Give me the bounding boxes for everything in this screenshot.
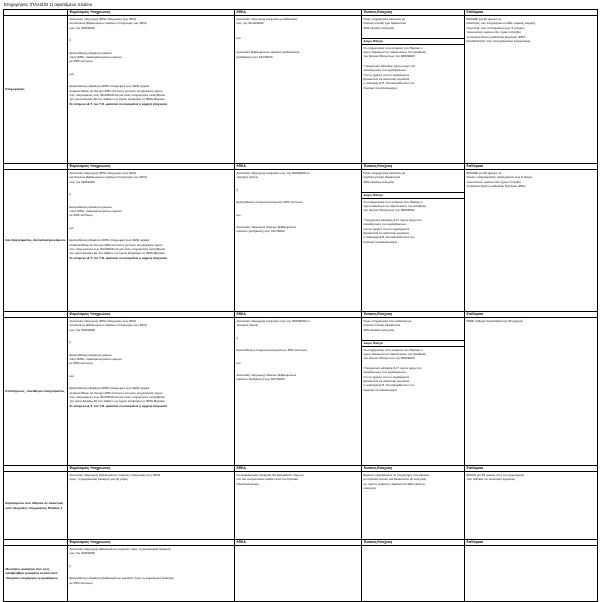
tax-cell-line: έως την 31/8/2020 [69, 179, 95, 184]
easter-bonus-line: Κρατικό προϋπολογισμό [363, 85, 398, 90]
document-title: Επιχειρήσεις (ΠΛΑΙΣΙΟ 1) αφιστάμενο πλαίσιο [4, 2, 93, 7]
header-allowance: Επίδόματα [465, 10, 598, 16]
tax-cell-line: Εμπρόθεσμη εξόφληση βεβαιωμένων οφειλών προς τη φορολογική διοίκηση [69, 576, 175, 581]
allowance-cell-line: 800,00€ για 45 ημέρες σε [466, 17, 502, 21]
easter-bonus-line: Για τις ημέρες που οι εργαζόμενοι [363, 226, 410, 231]
special-cell-line: Όσες επιχειρήσεις που έκλεισαν με [363, 319, 412, 323]
efka-cell-line: Αναστολή βεβαιωμένων οφειλών μισθοδοσίας [236, 50, 300, 55]
table-row [4, 546, 598, 602]
efka-cell-line: (ρυθμίσεις) έως 31/7/2020 [236, 54, 273, 59]
table-row [4, 16, 598, 164]
special-cell [362, 16, 465, 164]
efka-cell-line: Προϋπολογισμό [236, 481, 259, 486]
efka-cell [235, 546, 362, 602]
row-label: Ελ.επαγγελματίες, Αυτοαπασχολούμενοι [4, 170, 68, 312]
allowance-cell [465, 546, 598, 602]
tax-cell-line: και δόσεων βεβαιωμένων οφειλών (πληρωμές έως 30/4) [69, 323, 147, 328]
tax-cell-line: Εμπρόθεσμη εξόφληση φόρων [69, 352, 112, 357]
easter-bonus-line: Υποχρέωση κάλυψης Δ.Π. έχουν μέχρι την [363, 217, 422, 222]
efka-cell-line: και [236, 35, 241, 40]
header-allowance: Επίδόματα [465, 466, 598, 472]
efka-cell-line: οφειλών (ρυθμίσεις) έως 31/7/2020 [236, 377, 285, 382]
tax-cell-line: Αναστολή πληρωμής βεβαιωμένων οφειλών προς τη φορολογική διοίκηση [69, 547, 171, 551]
allowance-cell-line: το έκτακτο θρίνιο μηδενικής δηλώσεις ΦΠΑ. [466, 34, 527, 39]
tax-cell-line: και δόσεων βεβαιωμένων οφειλών (πληρωμές έως 30/4) [69, 175, 147, 180]
easter-bonus-line: ολοκλήρωση των εργαζόμενων. [363, 370, 407, 375]
tax-cell-line: Εμπρόθεσμη εξόφληση φόρων [69, 204, 112, 209]
easter-bonus-section [362, 38, 464, 90]
special-cell [362, 170, 465, 312]
efka-cell-line: επί του ονομαστικού μισθού από τον Κρατικό [236, 477, 299, 482]
special-cell [362, 318, 465, 466]
header-efka: ΕΦΚΑ [235, 312, 362, 318]
easter-bonus-line: Οι επιχειρήσεις που ανήκουν στο Πλαίσιο 1 [363, 347, 423, 352]
special-cell-line: Κρατική εντολή δικαιούνται [363, 175, 401, 180]
tax-cell-line: Αναστολή πληρωμής βεβαιωμένων οφειλών (πληρωμές έως 30/4) [69, 473, 160, 477]
easter-bonus-line: ολοκλήρωση των εργαζόμενων. [363, 222, 407, 227]
special-cell-line: σε πρώτη εκτίμηση, δικαιούνται 40% έκτακτη [363, 481, 425, 486]
header-special: Έκτακτη Ενίσχυση [362, 466, 465, 472]
header-tax: Φορολογικές Υποχρεώσεις [68, 10, 235, 16]
efka-cell-line: Αναστολή πληρωμής εισφορών μισθοδοσίας [236, 17, 298, 21]
efka-cell-line: έως την 31/10/2020 [236, 21, 264, 26]
header-special: Έκτακτη Ενίσχυση [362, 540, 465, 546]
efka-cell-line: ή [236, 187, 239, 192]
row-label: Εργαζόμενοι που τέθηκαν σε αναστολή από πληγείσες επιχειρήσεις Πλαίσιο 1 [4, 472, 68, 540]
tax-cell-line: Αναστολή πληρωμής ΦΠΑ (πληρωμές έως 30/4) [69, 17, 136, 21]
tax-cell-line: και [69, 225, 74, 230]
special-cell-line: Κρατική εντολή δικαιούνται [363, 323, 401, 328]
header-efka: ΕΦΚΑ [235, 466, 362, 472]
efka-cell-line: τέσσερις δόσεις [236, 175, 259, 180]
tax-cell-line: με 25% έκπτωση [69, 59, 93, 64]
tax-cell-line: έως την 31/8/2020 [69, 551, 95, 556]
easter-bonus-line: έχουν δικαίωμα να παρατείνουν την καταβολή [363, 352, 427, 357]
allowance-cell-line: προσωπικό, εφόσον δεν έχουν υπαχθεί [466, 179, 521, 184]
easter-bonus-line: Υποχρέωση κάλυψης έχουν μέχρι την [363, 63, 416, 68]
header-tax: Φορολογικές Υποχρεώσεις [68, 312, 235, 318]
efka-cell-line: οφειλών (ρυθμίσεις) έως 31/7/2020 [236, 229, 285, 234]
tax-cell-line: τον μήνα Απρίλιο θα την λάβουν ως έχουν εξοφλήσει το ΦΠΑ Μαρτίου. [69, 399, 166, 404]
efka-cell-line: Εμπρόθεσμη πληρωμή εισφορών με 25% έκπτωση [236, 348, 307, 353]
tax-cell [68, 170, 235, 312]
special-cell-line: ενίσχυση [363, 486, 376, 491]
tax-cell-line: ανακοινώθηκε ότι θα έχει 25% έκπτωση για όσες επιχειρήσεις έχουν [69, 390, 163, 395]
efka-cell-line: ή [236, 335, 239, 340]
header-efka: ΕΦΚΑ [235, 10, 362, 16]
easter-bonus-line: βρίσκονται σε αναστολή εργασίας [363, 77, 410, 82]
easter-bonus-line: Κρατικό προϋπολογισμό [363, 387, 398, 392]
allowance-cell-line: προσωπικό, εφόσον δεν έχουν υπαχθεί [466, 30, 521, 35]
allowance-cell-line: το έκτακτο θρίνιο μηδενικής δηλώσεις ΦΠΑ. [466, 184, 527, 189]
efka-cell-line: Οι ασφαλιστικές εισφορές θα καλυφθούν πλήρως [236, 473, 304, 477]
header-special: Έκτακτη Ενίσχυση [362, 164, 465, 170]
easter-bonus-line: έχουν δικαίωμα να παρατείνουν την καταβολή [363, 204, 427, 209]
special-cell-line: 40% έκτακτη ενίσχυση [363, 25, 395, 30]
special-cell-line: με Κρατική εντολή και δικαιούνται με ενίσχυση [363, 477, 427, 482]
allowance-cell-line: 800,00€ για 45 ημέρες σε [466, 171, 502, 175]
row-label: Επιχειρήσεις [4, 16, 68, 164]
allowance-cell [465, 16, 598, 164]
tax-cell-line: Αναστολή πληρωμής ΦΠΑ (πληρωμές έως 30/4) [69, 171, 136, 175]
special-cell-line: 40% έκτακτη ενίσχυση [363, 179, 395, 184]
tax-cell-line: και δόσεων βεβαιωμένων οφειλών (πληρωμές έως 30/4) [69, 21, 147, 26]
tax-cell-line: έως την 31/8/2020 [69, 327, 95, 332]
tax-cell-line: Εμπρόθεσμη εξόφληση φόρων [69, 50, 112, 55]
tax-cell [68, 318, 235, 466]
tax-cell-line: πλην ΦΠΑ, παρακρατούμενων φόρων [69, 55, 122, 60]
easter-bonus-section [362, 192, 464, 244]
allowance-cell [465, 472, 598, 540]
header-special: Έκτακτη Ενίσχυση [362, 312, 465, 318]
tax-cell-line: ανακοινώθηκε ότι θα έχει 25% έκπτωση για όσες επιχειρήσεις έχουν [69, 88, 163, 93]
efka-cell-line: και [236, 212, 241, 217]
tax-cell-line: και [69, 373, 74, 378]
tax-cell-line: Εμπρόθεσμη εξόφληση ΦΠΑ (πληρωμές έως 30/4) αρχικά [69, 386, 150, 391]
tax-cell-line: στις πληρωμένες έως 31/3/2020 και για όσες επιχειρήσεις εντάχθηκαν [69, 247, 166, 252]
allowance-cell-line: πλην Α.Ε. που απασχολούν έως 5 ατόμων [466, 25, 525, 30]
row-label: Ιδιοκτήτες ακινήτων που τους καταβλήθηκε μειωμένο ενοίκιο από πληγείσα επιχείρηση ή εργαζόμενο [4, 546, 68, 602]
easter-bonus-line: Οι επιχειρήσεις που ανήκουν στο Πλαίσιο 1 [363, 199, 423, 204]
header-tax: Φορολογικές Υποχρεώσεις [68, 466, 235, 472]
efka-cell-line: και [236, 360, 241, 365]
efka-cell [235, 318, 362, 466]
tax-cell-line: ανακοινώθηκε ότι θα έχει 25% έκπτωση για όσες επιχειρήσεις έχουν [69, 242, 163, 247]
special-cell [362, 472, 465, 540]
easter-bonus-line: του δώρου Πάσχα έως την 30/6/2020 [363, 208, 415, 213]
tax-cell-line: Εμπρόθεσμη εξόφληση ΦΠΑ (πληρωμές έως 30/4) αρχικά [69, 84, 150, 89]
efka-cell-line: Αναστολή πληρωμής δόσεων βεβαιωμένων [236, 225, 297, 230]
easter-bonus-line: η αναλογία Δ.Π. θα καλυφθεί από τον [363, 81, 415, 86]
tax-cell-line: Σε επόμενο Δ.Τ. του Υ.Ο. φαίνεται να αναιρείται η αρχική εξαγγελία [69, 101, 167, 106]
header-allowance: Επίδόματα [465, 164, 598, 170]
easter-bonus-line: η αναλογία Δ.Π. θα καλυφθεί από τον [363, 383, 415, 388]
efka-cell-line: Εμπρόθεσμη πληρωμή εισφορών 25% έκπτωση [236, 200, 303, 205]
tax-cell-line: και [69, 71, 74, 76]
easter-bonus-label: Δώρο Πάσχα [362, 193, 464, 198]
tax-cell-line: με 25% έκπτωση [69, 580, 93, 585]
tax-cell-line: πλην ΦΠΑ, παρακρατούμενων φόρων [69, 209, 122, 214]
special-cell-line: Κρατική εντολή έχει δικαιούνται [363, 21, 406, 26]
easter-bonus-line: βρίσκονται σε αναστολή εργασίας [363, 379, 410, 384]
tax-cell-line: ή [69, 38, 72, 43]
tax-cell-line: με 25% έκπτωση [69, 361, 93, 366]
easter-bonus-line: Υποχρέωση κάλυψης Δ.Π. έχουν μέχρι την [363, 365, 422, 370]
measures-table [3, 9, 598, 602]
table-row [4, 318, 598, 466]
allowance-cell-line: Καταβάλλεται στον επαγγελματικό λογαριασμό [466, 39, 531, 44]
easter-bonus-label: Δώρο Πάσχα [362, 341, 464, 346]
tax-cell-line: ή [69, 340, 72, 345]
tax-cell-line: έως την 31/8/2020 [69, 25, 95, 30]
efka-cell-line: τέσσερις δόσεις [236, 323, 259, 328]
efka-cell-line: Αναστολή πληρωμής εισφορών έως την 30/9/2020 σε [236, 171, 310, 175]
tax-cell-line: με 25% έκπτωση [69, 213, 93, 218]
easter-bonus-line: του δώρου Πάσχα έως την 30/6/2020 [363, 54, 415, 59]
row-label: Επιστήμονες - Ελεύθεροι επαγγελματίες [4, 318, 68, 466]
easter-bonus-line: Οι επιχειρήσεις που ανήκουν στο Πλαίσιο 1 [363, 45, 423, 50]
special-cell-line: Όσες επιχειρήσεις έκλεισαν με [363, 17, 406, 21]
tax-cell-line: προς τη φορολογική διοίκηση για (4) μήνες [69, 477, 129, 482]
allowance-cell-line: δόσεις επαγγελματίες απασχολούν έως 5 άτομα [466, 175, 532, 180]
allowance-cell [465, 318, 598, 466]
easter-bonus-line: η αναλογία Δ.Π. θα καλυφθεί από τον [363, 235, 415, 240]
tax-cell [68, 546, 235, 602]
allowance-cell [465, 170, 598, 312]
table-row [4, 472, 598, 540]
tax-cell [68, 16, 235, 164]
tax-cell-line: στις πληρωμένες έως 31/3/2020 και για όσες επιχειρήσεις εντάχθηκαν [69, 395, 166, 400]
tax-cell-line: πλην ΦΠΑ, παρακρατούμενων φόρων [69, 357, 122, 362]
special-cell-line: Όσες επιχειρήσεις έκλεισαν με [363, 171, 406, 175]
header-allowance: Επίδόματα [465, 540, 598, 546]
easter-bonus-line: έχουν δικαίωμα να παρατείνουν την καταβολή [363, 50, 427, 55]
easter-bonus-line: Για τις ημέρες που οι εργαζόμενοι [363, 374, 410, 379]
efka-cell [235, 170, 362, 312]
table-row [4, 170, 598, 312]
easter-bonus-line: ολοκλήρωση των εργαζόμενων. [363, 68, 407, 73]
tax-cell [68, 472, 235, 540]
easter-bonus-section [362, 340, 464, 392]
header-tax: Φορολογικές Υποχρεώσεις [68, 540, 235, 546]
easter-bonus-line: βρίσκονται σε αναστολή εργασίας [363, 231, 410, 236]
header-efka: ΕΦΚΑ [235, 540, 362, 546]
tax-cell-line: Εμπρόθεσμη εξόφληση ΦΠΑ (πληρωμές έως 30/4) αρχικά [69, 238, 150, 243]
efka-cell-line: Αναστολή πληρωμής εισφορών έως την 30/9/2020 σε [236, 319, 310, 323]
tax-cell-line: ή [69, 192, 72, 197]
special-cell [362, 546, 465, 602]
tax-cell-line: στις πληρωμένες έως 31/3/2020 και για όσες επιχειρήσεις εντάχθηκαν [69, 93, 166, 98]
tax-cell-line: Σε επόμενο Δ.Τ. του Υ.Ο. φαίνεται να αναιρείται η αρχική εξαγγελία [69, 403, 167, 408]
header-allowance: Επίδόματα [465, 312, 598, 318]
allowance-cell-line: 800,00 για 45 ημέρες από την ημερομηνία [466, 473, 525, 477]
header-efka: ΕΦΚΑ [235, 164, 362, 170]
tax-cell-line: ή [69, 563, 72, 568]
easter-bonus-line: του δώρου Πάσχα έως την 30/6/2020 [363, 356, 415, 361]
allowance-cell-line: ιδιοκτήτες των επιχειρήσεων κάθε νομικής μορφής [466, 21, 536, 26]
special-cell-line: 40% έκτακτη ενίσχυση [363, 327, 395, 332]
tax-cell-line: τον μήνα Απρίλιο θα την λάβουν ως έχουν εξοφλήσει το ΦΠΑ Μαρτίου. [69, 251, 166, 256]
allowance-cell-line: 600€ επίδομα τηλεκατάρτισης 30 ημερών [466, 319, 523, 323]
header-special: Έκτακτη Ενίσχυση [362, 10, 465, 16]
special-cell-line: Εφόσον εργαζόντανε σε επιχείρηση που έκλεισε [363, 473, 430, 477]
efka-cell [235, 16, 362, 164]
easter-bonus-line: Κρατικό προϋπολογισμό [363, 239, 398, 244]
easter-bonus-label: Δώρο Πάσχα [362, 39, 464, 44]
easter-bonus-line: Για τις ημέρες που οι εργαζόμενοι [363, 72, 410, 77]
efka-cell [235, 472, 362, 540]
tax-cell-line: τον μήνα Απρίλιο θα την λάβουν ως έχουν εξοφλήσει το ΦΠΑ Μαρτίου. [69, 97, 166, 102]
tax-cell-line: Σε επόμενο Δ.Τ. του Υ.Ο. φαίνεται να αναιρείται η αρχική εξαγγελία [69, 255, 167, 260]
allowance-cell-line: που τέθηκαν σε αναστολή εργασίας [466, 477, 516, 482]
tax-cell-line: Αναστολή πληρωμής ΦΠΑ (πληρωμές έως 30/4) [69, 319, 136, 323]
efka-cell-line: Αναστολή πληρωμής δόσεων βεβαιωμένων [236, 373, 297, 378]
header-tax: Φορολογικές Υποχρεώσεις [68, 164, 235, 170]
